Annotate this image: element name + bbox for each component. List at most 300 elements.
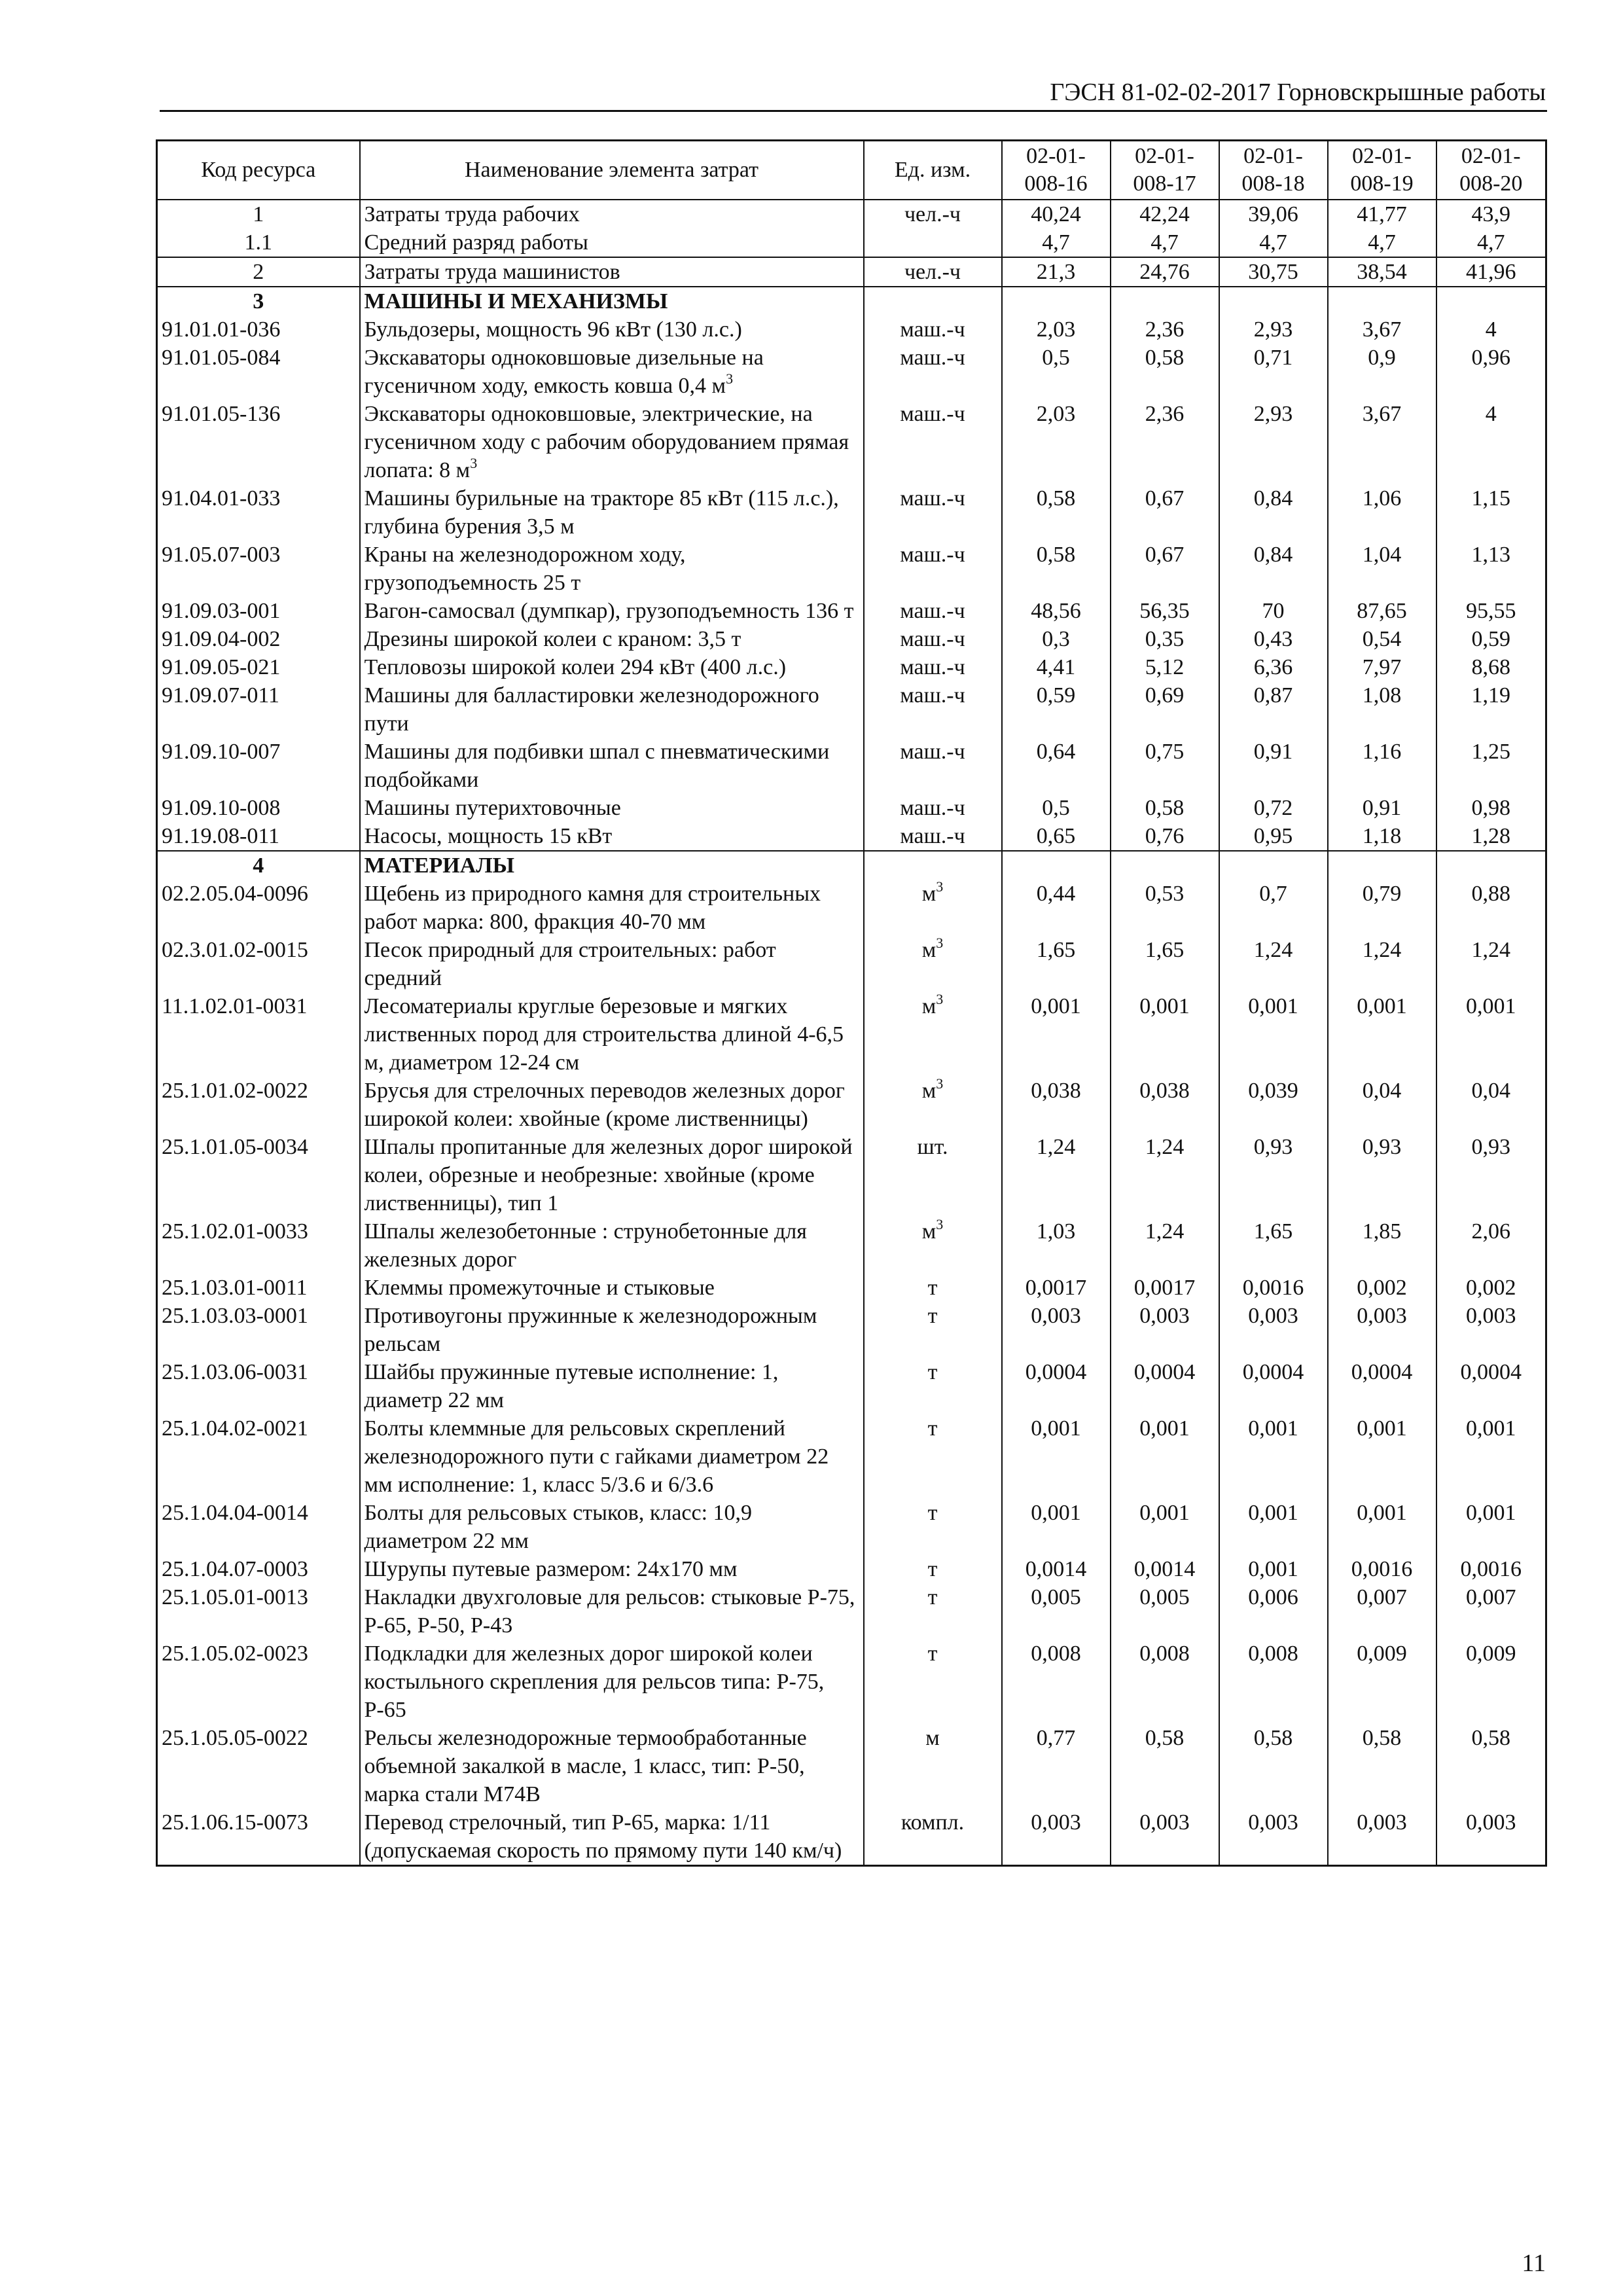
resource-name-text: Средний разряд работы	[364, 230, 588, 255]
resource-name	[360, 1499, 864, 1555]
norm-value: 0,58	[1328, 1724, 1436, 1808]
norm-value: 0,001	[1219, 992, 1328, 1077]
resource-unit	[864, 344, 1002, 400]
norm-value: 0,04	[1436, 1077, 1546, 1133]
norm-value: 4,7	[1436, 228, 1546, 257]
norm-value: 0,53	[1111, 880, 1219, 936]
norm-value: 0,0017	[1002, 1274, 1111, 1302]
norm-value: 4	[1436, 400, 1546, 484]
resource-code: 25.1.04.07-0003	[157, 1555, 360, 1583]
norm-value: 48,56	[1002, 597, 1111, 625]
column-header-norm	[1111, 141, 1219, 200]
norm-value: 56,35	[1111, 597, 1219, 625]
resource-unit-text: м	[921, 1219, 936, 1244]
resource-name	[360, 597, 864, 625]
resource-unit	[864, 1583, 1002, 1640]
resource-unit	[864, 287, 1002, 315]
resource-unit	[864, 1274, 1002, 1302]
resource-code: 91.09.04-002	[157, 625, 360, 653]
resource-code: 02.2.05.04-0096	[157, 880, 360, 936]
resource-unit-text: м	[921, 994, 936, 1018]
resource-unit-text: т	[927, 1304, 938, 1328]
resource-name-text: Затраты труда рабочих	[364, 202, 580, 226]
norm-code-line1: 02-01-	[1135, 144, 1194, 168]
column-header-norm	[1219, 141, 1328, 200]
resource-code: 25.1.01.05-0034	[157, 1133, 360, 1217]
resource-name	[360, 1217, 864, 1274]
resource-code: 91.05.07-003	[157, 541, 360, 597]
norm-value: 0,001	[1111, 1499, 1219, 1555]
resource-name-text: Машины для балластировки железнодорожного пути	[364, 683, 819, 736]
resource-name-text: Вагон-самосвал (думпкар), грузоподъемность 136 т	[364, 599, 854, 623]
norm-value: 0,93	[1436, 1133, 1546, 1217]
norm-value: 0,003	[1111, 1302, 1219, 1358]
resource-name	[360, 287, 864, 315]
unit-exponent: 3	[936, 990, 944, 1007]
norm-value: 0,77	[1002, 1724, 1111, 1808]
norm-value: 0,001	[1219, 1414, 1328, 1499]
norm-value: 0,54	[1328, 625, 1436, 653]
norm-value: 0,5	[1002, 344, 1111, 400]
resource-code: 02.3.01.02-0015	[157, 936, 360, 992]
resource-unit	[864, 1808, 1002, 1866]
resource-unit	[864, 822, 1002, 851]
table-row	[157, 200, 1546, 228]
norm-value: 0,005	[1111, 1583, 1219, 1640]
norm-value	[1219, 851, 1328, 880]
table-row	[157, 1414, 1546, 1499]
resource-unit-text: компл.	[901, 1810, 965, 1835]
norm-value: 0,84	[1219, 484, 1328, 541]
norm-value: 0,58	[1436, 1724, 1546, 1808]
norm-value: 0,003	[1002, 1302, 1111, 1358]
resource-name	[360, 1724, 864, 1808]
resource-name	[360, 1274, 864, 1302]
table-row	[157, 1077, 1546, 1133]
norm-code-line1: 02-01-	[1352, 144, 1412, 168]
page-header-title: ГЭСН 81-02-02-2017 Горновскрышные работы	[1050, 79, 1546, 106]
table-row	[157, 653, 1546, 681]
norm-value: 2,36	[1111, 400, 1219, 484]
norm-value: 0,93	[1328, 1133, 1436, 1217]
resource-code: 25.1.02.01-0033	[157, 1217, 360, 1274]
norm-value: 0,001	[1111, 1414, 1219, 1499]
norm-value	[1002, 287, 1111, 315]
norm-value: 0,001	[1436, 1414, 1546, 1499]
resource-name-text: Машины для подбивки шпал с пневматическими подбойками	[364, 740, 830, 792]
resource-code: 25.1.03.03-0001	[157, 1302, 360, 1358]
resource-name	[360, 822, 864, 851]
table-row	[157, 228, 1546, 257]
norm-value: 0,001	[1002, 1499, 1111, 1555]
norm-value: 0,001	[1111, 992, 1219, 1077]
norm-value: 1,65	[1111, 936, 1219, 992]
norm-value: 4,7	[1219, 228, 1328, 257]
column-header-norm	[1436, 141, 1546, 200]
resource-unit-text: чел.-ч	[904, 202, 961, 226]
norm-value: 0,009	[1436, 1640, 1546, 1724]
norm-value: 1,16	[1328, 738, 1436, 794]
resource-name	[360, 400, 864, 484]
norm-code-line1: 02-01-	[1243, 144, 1303, 168]
norm-value: 0,006	[1219, 1583, 1328, 1640]
unit-exponent: 3	[936, 878, 944, 895]
resource-name-text: Клеммы промежуточные и стыковые	[364, 1276, 715, 1300]
resource-unit-text: маш.-ч	[900, 599, 965, 623]
norm-value: 0,91	[1219, 738, 1328, 794]
norm-value: 0,001	[1436, 992, 1546, 1077]
resource-code: 3	[157, 287, 360, 315]
norm-value: 0,72	[1219, 794, 1328, 822]
resource-name-text: Брусья для стрелочных переводов железных дорог широкой колеи: хвойные (кроме лиственницы)	[364, 1079, 845, 1131]
resource-code: 91.09.03-001	[157, 597, 360, 625]
table-row	[157, 257, 1546, 287]
norm-value: 30,75	[1219, 257, 1328, 287]
resource-name	[360, 1133, 864, 1217]
norm-value: 0,3	[1002, 625, 1111, 653]
norm-value: 6,36	[1219, 653, 1328, 681]
table-row	[157, 1640, 1546, 1724]
resource-unit	[864, 936, 1002, 992]
table-row	[157, 1555, 1546, 1583]
norm-value: 0,001	[1328, 992, 1436, 1077]
norm-value: 0,96	[1436, 344, 1546, 400]
resource-unit	[864, 1302, 1002, 1358]
norm-value: 0,038	[1111, 1077, 1219, 1133]
norm-value: 41,96	[1436, 257, 1546, 287]
column-header-norm	[1328, 141, 1436, 200]
resource-name-text: Шпалы пропитанные для железных дорог широкой колеи, обрезные и необрезные: хвойные (кроме лиственницы), тип 1	[364, 1135, 853, 1215]
resource-unit-text: маш.-ч	[900, 317, 965, 342]
norm-value: 0,04	[1328, 1077, 1436, 1133]
resource-name	[360, 992, 864, 1077]
norm-value: 0,93	[1219, 1133, 1328, 1217]
resource-name-text: Дрезины широкой колеи с краном: 3,5 т	[364, 627, 741, 651]
resource-name	[360, 200, 864, 228]
resource-unit-text: т	[927, 1641, 938, 1666]
norm-value: 0,001	[1002, 992, 1111, 1077]
resource-code: 1	[157, 200, 360, 228]
norm-value: 0,59	[1002, 681, 1111, 738]
norm-value: 1,24	[1219, 936, 1328, 992]
norm-value: 0,91	[1328, 794, 1436, 822]
norm-value: 7,97	[1328, 653, 1436, 681]
table-row	[157, 738, 1546, 794]
norm-value: 0,003	[1436, 1808, 1546, 1866]
resource-name	[360, 851, 864, 880]
norm-value: 0,002	[1436, 1274, 1546, 1302]
resource-unit	[864, 200, 1002, 228]
norm-value: 0,35	[1111, 625, 1219, 653]
norm-value: 0,003	[1328, 1808, 1436, 1866]
resource-name-text: Тепловозы широкой колеи 294 кВт (400 л.с.)	[364, 655, 787, 679]
resource-name-text: Противоугоны пружинные к железнодорожным рельсам	[364, 1304, 817, 1356]
norm-value: 0,001	[1002, 1414, 1111, 1499]
norm-value: 2,03	[1002, 400, 1111, 484]
norm-value: 0,58	[1002, 541, 1111, 597]
norm-value: 4	[1436, 315, 1546, 344]
resource-unit-text: м	[921, 1079, 936, 1103]
resource-unit	[864, 1133, 1002, 1217]
norm-code-line2: 008-18	[1241, 171, 1305, 196]
resource-unit	[864, 992, 1002, 1077]
resource-norms-table	[156, 139, 1547, 1867]
resource-name-text: Шурупы путевые размером: 24х170 мм	[364, 1557, 738, 1581]
table-row	[157, 1583, 1546, 1640]
norm-value	[1111, 851, 1219, 880]
resource-name	[360, 257, 864, 287]
resource-unit-text: т	[927, 1557, 938, 1581]
resource-unit	[864, 653, 1002, 681]
resource-unit-text: маш.-ч	[900, 683, 965, 708]
norm-value: 1,85	[1328, 1217, 1436, 1274]
norm-value: 0,001	[1219, 1499, 1328, 1555]
resource-unit	[864, 1217, 1002, 1274]
resource-name-text: Рельсы железнодорожные термообработанные объемной закалкой в масле, 1 класс, тип: Р-50, марка стали М74В	[364, 1726, 807, 1806]
resource-unit	[864, 1555, 1002, 1583]
resource-code: 25.1.05.02-0023	[157, 1640, 360, 1724]
resource-unit-text: маш.-ч	[900, 346, 965, 370]
resource-name	[360, 484, 864, 541]
resource-name-text: Шайбы пружинные путевые исполнение: 1, диаметр 22 мм	[364, 1360, 779, 1412]
resource-unit	[864, 541, 1002, 597]
resource-code: 91.09.05-021	[157, 653, 360, 681]
resource-name-text: Экскаваторы одноковшовые дизельные на гусеничном ходу, емкость ковша 0,4 м	[364, 346, 764, 398]
resource-name-text: Машины путерихтовочные	[364, 796, 621, 820]
resource-code: 91.09.10-007	[157, 738, 360, 794]
norm-value: 0,008	[1002, 1640, 1111, 1724]
norm-value	[1002, 851, 1111, 880]
resource-code: 25.1.05.05-0022	[157, 1724, 360, 1808]
norm-value: 1,24	[1328, 936, 1436, 992]
norm-value: 0,003	[1111, 1808, 1219, 1866]
resource-name-text: МАШИНЫ И МЕХАНИЗМЫ	[364, 289, 668, 314]
norm-value: 0,76	[1111, 822, 1219, 851]
resource-name	[360, 1414, 864, 1499]
norm-value: 3,67	[1328, 400, 1436, 484]
resource-unit-text: маш.-ч	[900, 486, 965, 511]
unit-exponent: 3	[936, 1075, 944, 1092]
norm-value: 1,06	[1328, 484, 1436, 541]
norm-value: 0,003	[1219, 1302, 1328, 1358]
table-row	[157, 344, 1546, 400]
norm-value: 0,009	[1328, 1640, 1436, 1724]
resource-code: 91.19.08-011	[157, 822, 360, 851]
resource-name	[360, 681, 864, 738]
resource-name-text: Краны на железнодорожном ходу, грузоподъемность 25 т	[364, 543, 686, 595]
resource-name	[360, 1583, 864, 1640]
resource-unit	[864, 851, 1002, 880]
norm-value: 1,08	[1328, 681, 1436, 738]
resource-unit	[864, 315, 1002, 344]
resource-code: 91.09.10-008	[157, 794, 360, 822]
norm-value: 1,15	[1436, 484, 1546, 541]
norm-value: 8,68	[1436, 653, 1546, 681]
table-row	[157, 1358, 1546, 1414]
table-row	[157, 625, 1546, 653]
norm-value: 2,93	[1219, 400, 1328, 484]
column-header-unit: Ед. изм.	[864, 141, 1002, 200]
resource-unit-text: маш.-ч	[900, 543, 965, 567]
resource-name	[360, 1808, 864, 1866]
resource-code: 25.1.05.01-0013	[157, 1583, 360, 1640]
resource-code: 91.09.07-011	[157, 681, 360, 738]
norm-value: 0,98	[1436, 794, 1546, 822]
norm-value: 0,58	[1219, 1724, 1328, 1808]
norm-value: 0,001	[1328, 1414, 1436, 1499]
resource-code: 25.1.01.02-0022	[157, 1077, 360, 1133]
norm-value: 0,75	[1111, 738, 1219, 794]
norm-value: 0,71	[1219, 344, 1328, 400]
resource-unit	[864, 1640, 1002, 1724]
resource-unit	[864, 257, 1002, 287]
norm-value: 4,41	[1002, 653, 1111, 681]
resource-name	[360, 315, 864, 344]
norm-value: 0,44	[1002, 880, 1111, 936]
norm-value: 0,005	[1002, 1583, 1111, 1640]
norm-value: 1,24	[1002, 1133, 1111, 1217]
table-row	[157, 936, 1546, 992]
resource-code: 25.1.06.15-0073	[157, 1808, 360, 1866]
resource-name-text: Насосы, мощность 15 кВт	[364, 824, 613, 848]
resource-code: 91.01.05-136	[157, 400, 360, 484]
norm-value: 0,69	[1111, 681, 1219, 738]
resource-unit-text: маш.-ч	[900, 402, 965, 426]
norm-value: 0,0016	[1328, 1555, 1436, 1583]
norm-value: 0,64	[1002, 738, 1111, 794]
table-row	[157, 681, 1546, 738]
resource-unit	[864, 880, 1002, 936]
norm-value: 1,65	[1002, 936, 1111, 992]
resource-name	[360, 541, 864, 597]
norm-value: 0,008	[1111, 1640, 1219, 1724]
norm-value: 40,24	[1002, 200, 1111, 228]
resource-code: 91.01.01-036	[157, 315, 360, 344]
norm-value: 0,001	[1328, 1499, 1436, 1555]
norm-value: 0,0004	[1436, 1358, 1546, 1414]
norm-value: 2,36	[1111, 315, 1219, 344]
resource-name	[360, 228, 864, 257]
unit-exponent: 3	[470, 454, 478, 471]
norm-value	[1436, 287, 1546, 315]
norm-value: 0,0017	[1111, 1274, 1219, 1302]
resource-code: 1.1	[157, 228, 360, 257]
resource-name-text: Песок природный для строительных: работ средний	[364, 938, 776, 990]
norm-value: 21,3	[1002, 257, 1111, 287]
resource-unit-text: чел.-ч	[904, 260, 961, 284]
norm-value: 1,13	[1436, 541, 1546, 597]
norm-value: 0,67	[1111, 484, 1219, 541]
table-row	[157, 400, 1546, 484]
resource-unit	[864, 597, 1002, 625]
norm-code-line2: 008-20	[1459, 171, 1523, 196]
column-header-norm	[1002, 141, 1111, 200]
norm-value: 1,03	[1002, 1217, 1111, 1274]
norm-value: 0,0016	[1436, 1555, 1546, 1583]
norm-value: 0,58	[1111, 344, 1219, 400]
resource-name	[360, 653, 864, 681]
norm-value: 0,0014	[1002, 1555, 1111, 1583]
resource-name	[360, 880, 864, 936]
norm-value: 0,59	[1436, 625, 1546, 653]
resource-unit	[864, 625, 1002, 653]
norm-value: 0,0016	[1219, 1274, 1328, 1302]
norm-value: 4,7	[1111, 228, 1219, 257]
table-body	[157, 200, 1546, 1866]
norm-value: 0,7	[1219, 880, 1328, 936]
resource-name-text: Накладки двухголовые для рельсов: стыковые Р-75, Р-65, Р-50, Р-43	[364, 1585, 855, 1638]
resource-code: 91.01.05-084	[157, 344, 360, 400]
resource-name-text: Шпалы железобетонные : струнобетонные для железных дорог	[364, 1219, 807, 1272]
norm-value: 0,84	[1219, 541, 1328, 597]
unit-exponent: 3	[726, 370, 734, 387]
norm-value: 0,87	[1219, 681, 1328, 738]
resource-unit-text: м	[925, 1726, 940, 1750]
norm-value	[1219, 287, 1328, 315]
table-row	[157, 794, 1546, 822]
norm-value: 1,25	[1436, 738, 1546, 794]
resource-unit	[864, 400, 1002, 484]
resource-code: 25.1.04.04-0014	[157, 1499, 360, 1555]
resource-unit	[864, 1499, 1002, 1555]
norm-value: 0,001	[1436, 1499, 1546, 1555]
table-header-row	[157, 141, 1546, 200]
resource-name	[360, 625, 864, 653]
resource-name	[360, 738, 864, 794]
norm-value: 1,65	[1219, 1217, 1328, 1274]
norm-value: 0,58	[1002, 484, 1111, 541]
norm-value: 0,003	[1436, 1302, 1546, 1358]
norm-code-line2: 008-16	[1024, 171, 1088, 196]
resource-unit	[864, 228, 1002, 257]
norm-value: 1,24	[1111, 1133, 1219, 1217]
table-row	[157, 851, 1546, 880]
table-row	[157, 1499, 1546, 1555]
norm-code-line2: 008-17	[1133, 171, 1196, 196]
norm-value: 0,65	[1002, 822, 1111, 851]
norm-value: 0,0004	[1219, 1358, 1328, 1414]
norm-value: 0,039	[1219, 1077, 1328, 1133]
norm-value: 0,007	[1328, 1583, 1436, 1640]
resource-name	[360, 344, 864, 400]
page-number: 11	[1522, 2250, 1546, 2277]
resource-name	[360, 1302, 864, 1358]
resource-unit-text: маш.-ч	[900, 824, 965, 848]
resource-name	[360, 1640, 864, 1724]
header-rule	[160, 110, 1547, 112]
table-row	[157, 822, 1546, 851]
norm-value: 0,79	[1328, 880, 1436, 936]
resource-name-text: Бульдозеры, мощность 96 кВт (130 л.с.)	[364, 317, 742, 342]
table-row	[157, 992, 1546, 1077]
resource-unit-text: маш.-ч	[900, 655, 965, 679]
resource-unit-text: т	[927, 1501, 938, 1525]
resource-name-text: Болты клеммные для рельсовых скреплений железнодорожного пути с гайками диаметром 22 мм исполнение: 1, класс 5/3.6 и 6/3.6	[364, 1416, 829, 1497]
resource-name	[360, 1358, 864, 1414]
column-header-name: Наименование элемента затрат	[360, 141, 864, 200]
resource-unit-text: шт.	[917, 1135, 948, 1159]
resource-unit-text: маш.-ч	[900, 627, 965, 651]
table-row	[157, 1217, 1546, 1274]
resource-unit-text: маш.-ч	[900, 796, 965, 820]
resource-unit-text: т	[927, 1416, 938, 1441]
norm-value: 0,9	[1328, 344, 1436, 400]
norm-value	[1436, 851, 1546, 880]
norm-value: 0,038	[1002, 1077, 1111, 1133]
norm-value: 0,002	[1328, 1274, 1436, 1302]
resource-unit	[864, 1724, 1002, 1808]
norm-value: 0,67	[1111, 541, 1219, 597]
